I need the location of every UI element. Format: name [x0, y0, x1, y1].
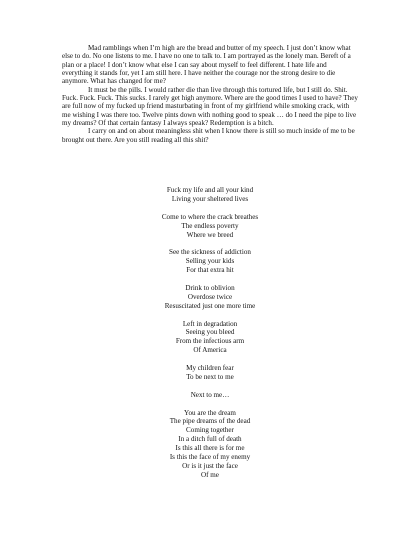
paragraph: Mad ramblings when I’m high are the bread and butter of my speech. I just don’t know what else to do. No one listens to me. I have no one to talk to. I am portrayed as the lonely man. Bereft of a plan or a place! I don’t know what else I can say about myself to feel different. I hate life and everything it stands for, yet I am still here. I have neither the courage nor the strong desire to die anymore. What has changed for me?	[62, 44, 351, 86]
poem-line: Come to where the crack breathes	[161, 212, 259, 221]
poem-line: Left in degradation	[182, 319, 238, 328]
poem-line: For that extra hit	[186, 266, 234, 275]
prose-section	[62, 44, 358, 144]
paragraph: It must be the pills. I would rather die than live through this tortured life, but I still do. Shit. Fuck. Fuck. Fuck. This sucks. I rarely get high anymore. Where are the good times I used to have? They are full now of my fucked up friend masturbating in front of my girlfriend while smoking crack, with me wishing I was there too. Twelve pints down with nothing good to speak … do I need the pipe to live my dreams? Of that certain fantasy I always speak? Redemption is a bitch.	[62, 85, 358, 128]
poem-line: Seeing you bleed	[185, 328, 235, 337]
poem-line: Where we breed	[186, 230, 234, 239]
poem-line: The endless poverty	[181, 221, 239, 230]
poem-line: Is this all there is for me	[175, 444, 245, 453]
poem-section	[62, 186, 358, 489]
poem-line: The pipe dreams of the dead	[169, 417, 251, 426]
poem-line: To be next to me	[186, 372, 234, 381]
poem-line: Coming together	[186, 426, 234, 435]
poem-line: Overdose twice	[187, 292, 233, 301]
poem-line: You are the dream	[184, 408, 236, 417]
poem-line: From the infectious arm	[175, 337, 245, 346]
poem-line: My children fear	[186, 364, 234, 373]
poem-line: Fuck my life and all your kind	[166, 186, 254, 194]
poem-line: Or is it just the face	[182, 461, 238, 470]
stanza	[62, 391, 358, 400]
poem-line: Of America	[193, 346, 227, 355]
poem-line: See the sickness of addiction	[169, 248, 251, 257]
stanza	[62, 320, 358, 356]
paragraph: I carry on and on about meaningless shit when I know there is still so much inside of me to be brought out there. Are you still reading all this shit?	[62, 127, 355, 144]
poem-line: Drink to oblivion	[185, 283, 235, 292]
stanza	[62, 248, 358, 275]
poem-line: Next to me…	[190, 390, 230, 399]
poem-line: Resuscitated just one more time	[164, 301, 256, 310]
stanza	[62, 284, 358, 311]
stanza	[62, 409, 358, 480]
poem-line: Of me	[201, 470, 219, 479]
stanza	[62, 186, 358, 204]
poem-line: Living your sheltered lives	[171, 194, 249, 203]
stanza	[62, 364, 358, 382]
stanza	[62, 213, 358, 240]
poem-line: Selling your kids	[185, 257, 235, 266]
poem-line: In a ditch full of death	[178, 435, 242, 444]
poem-line: Is this the face of my enemy	[169, 453, 251, 462]
